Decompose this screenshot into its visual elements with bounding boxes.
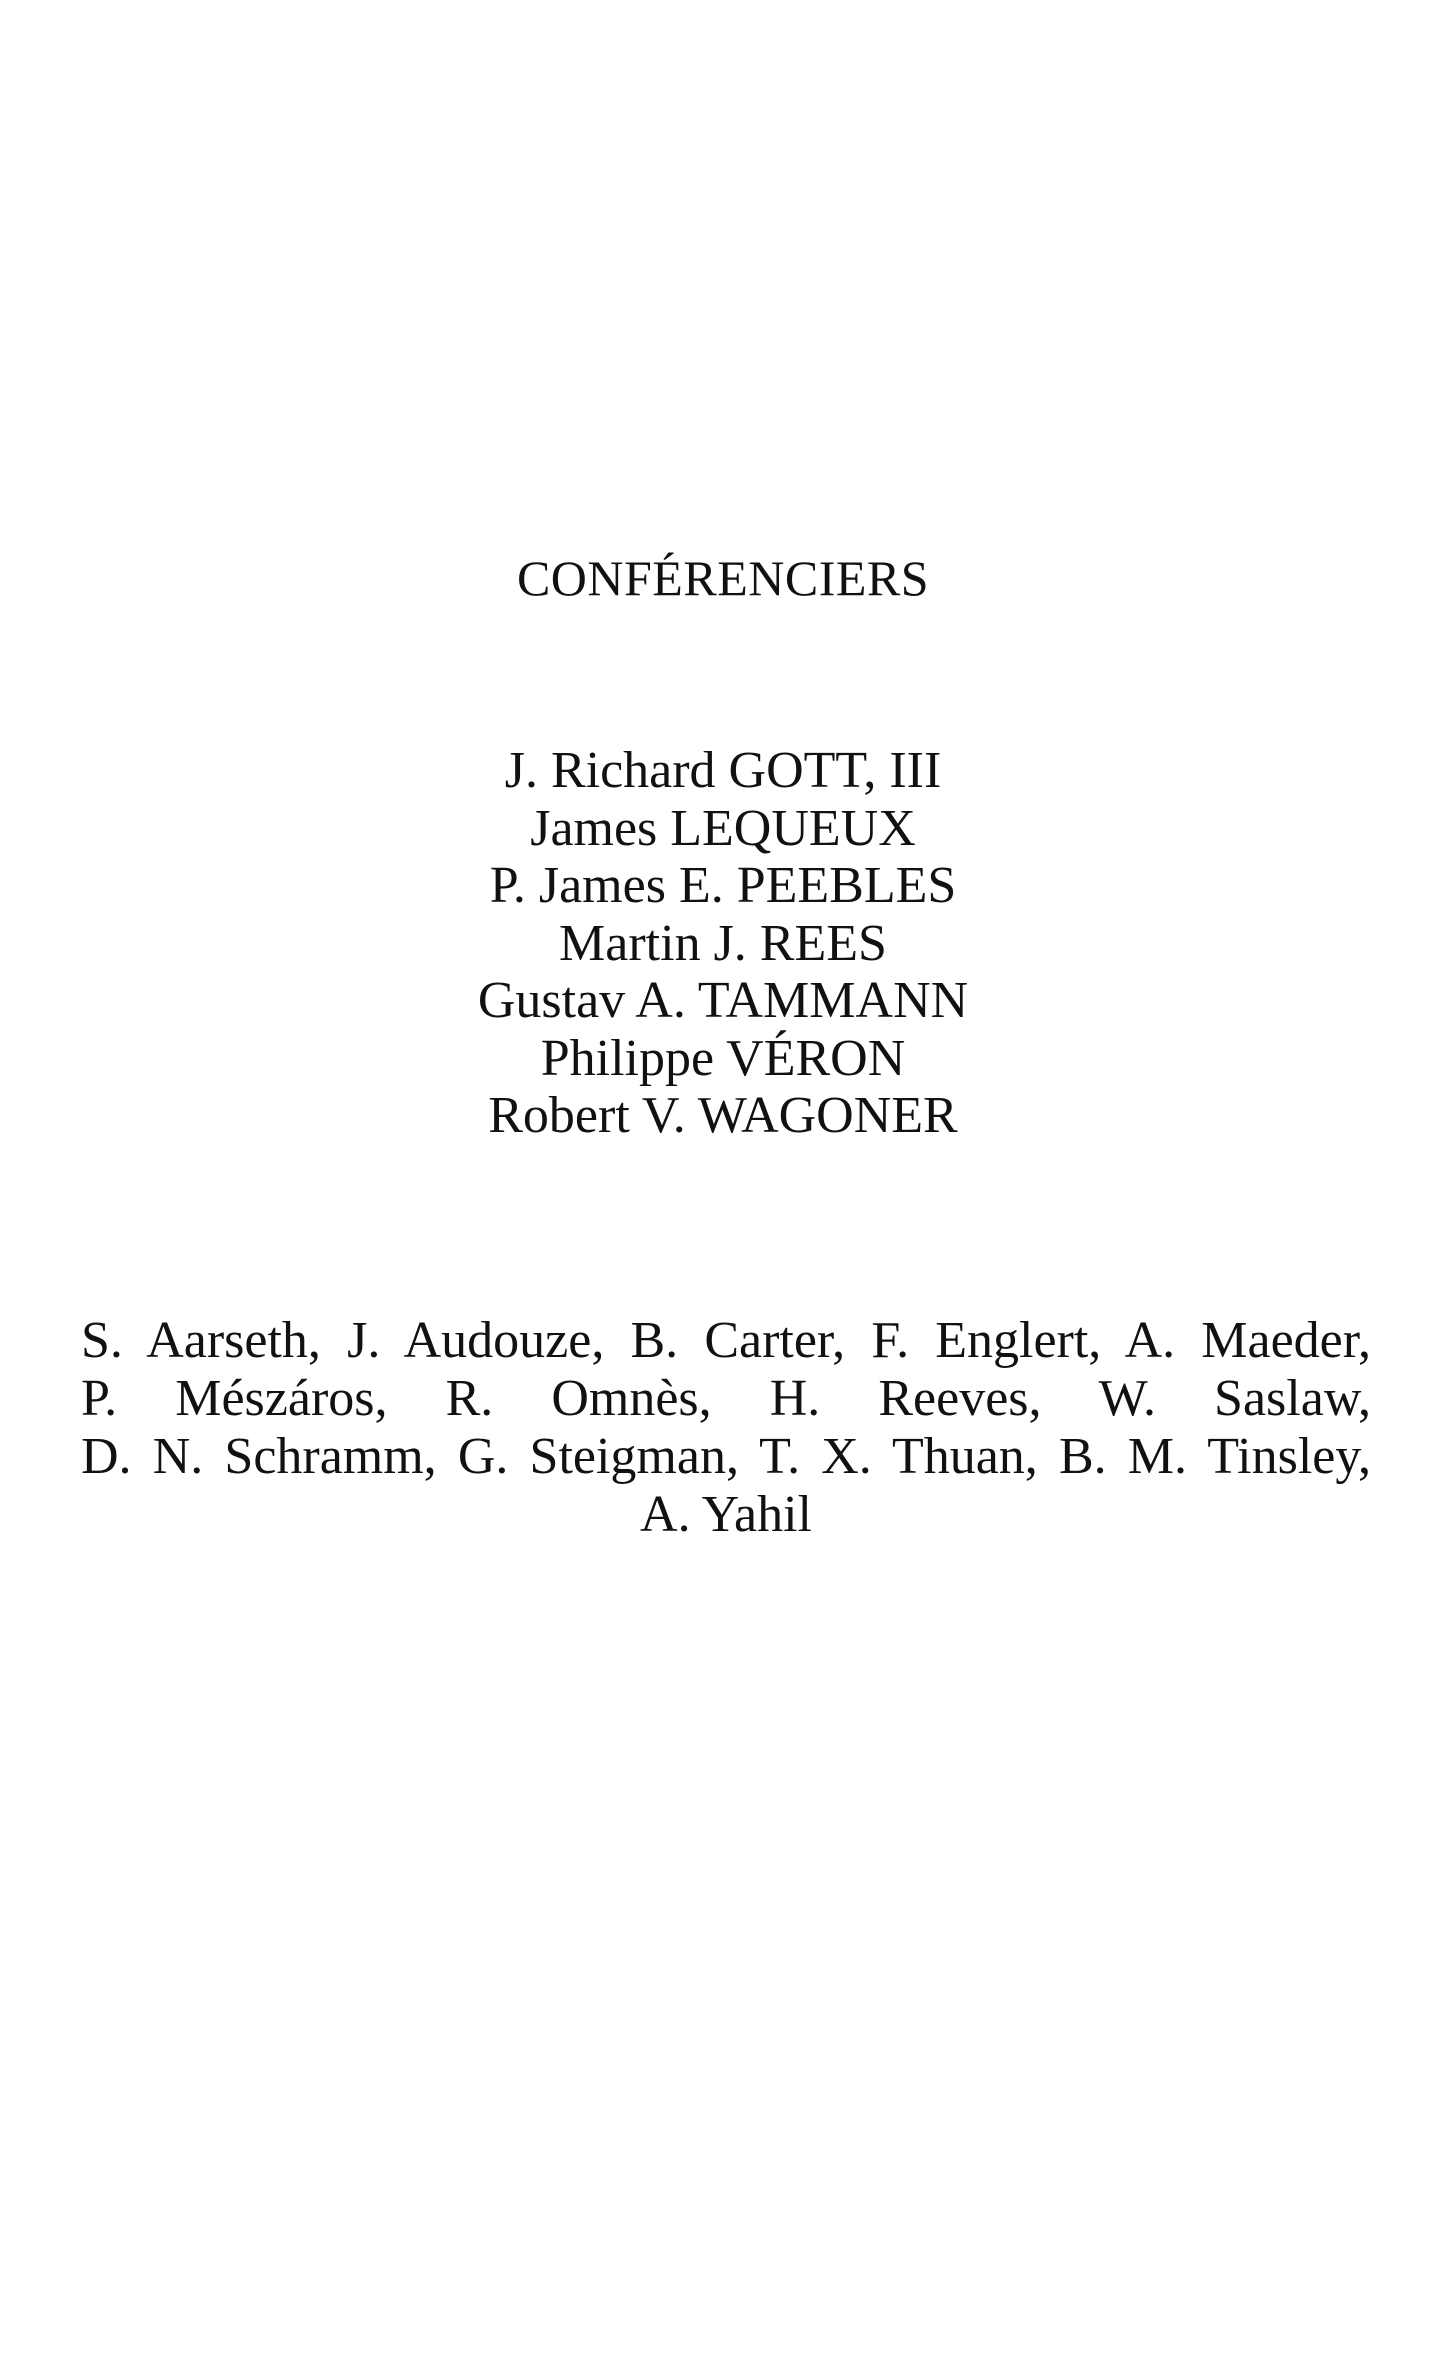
lecturer-name: P. James E. PEEBLES	[489, 857, 957, 914]
lecturer-name: Martin J. REES	[559, 914, 887, 972]
contributor-list	[81, 1312, 1371, 1544]
lecturer-name: Robert V. WAGONER	[488, 1087, 958, 1144]
lecturer-name: James LEQUEUX	[530, 799, 916, 857]
contributor-line: S. Aarseth, J. Audouze, B. Carter, F. Englert, A. Maeder,	[81, 1312, 1371, 1369]
contributor-line: P. Mészáros, R. Omnès, H. Reeves, W. Saslaw,	[81, 1370, 1371, 1427]
lecturer-name: Philippe VÉRON	[540, 1029, 906, 1087]
lecturer-name: J. Richard GOTT, III	[504, 742, 942, 799]
contributor-line: D. N. Schramm, G. Steigman, T. X. Thuan, B. M. Tinsley,	[81, 1428, 1371, 1485]
contributor-line: A. Yahil	[640, 1486, 812, 1543]
page-title: CONFÉRENCIERS	[516, 550, 930, 606]
lecturer-list	[0, 742, 1446, 1145]
lecturer-name: Gustav A. TAMMANN	[477, 972, 969, 1029]
